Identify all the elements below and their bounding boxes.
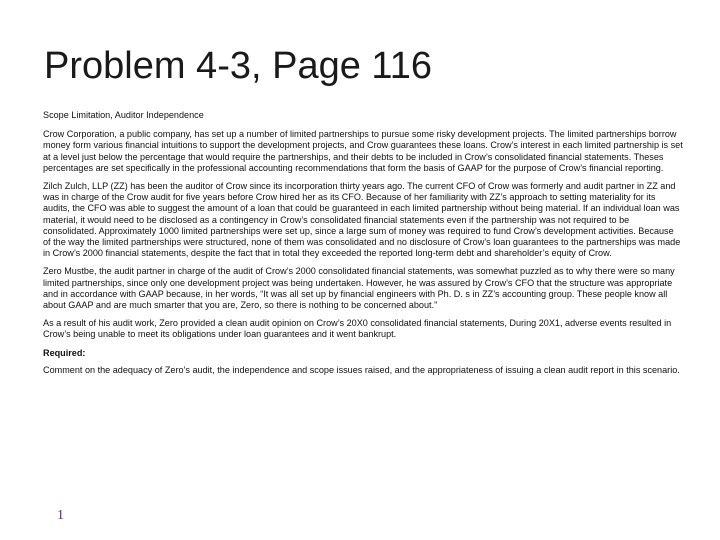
- paragraph-crow-corporation: Crow Corporation, a public company, has set up a number of limited partnerships to pursue some risky development projects. The limited partnerships borrow money form various financial intuitions to support the development projects, and Crow guarantees these loans. Crow’s interest in each limited partnership is set at a level just below the percentage that would require the partnerships, and their debts to be included in Crow’s consolidated financial statements. Theses percentages are set specifically in the professional accounting recommendations that form the basis of GAAP for the purpose of Crow’s financial reporting.: [43, 129, 683, 173]
- problem-body: [43, 110, 683, 383]
- required-text: Comment on the adequacy of Zero’s audit, the independence and scope issues raised, and the appropriateness of issuing a clean audit report in this scenario.: [43, 364, 680, 375]
- slide-title: Problem 4-3, Page 116: [44, 45, 432, 87]
- paragraph-zilch-zulch: Zilch Zulch, LLP (ZZ) has been the auditor of Crow since its incorporation thirty years ago. The current CFO of Crow was formerly and audit partner in ZZ and was in charge of the Crow audit for five years before Crow hired her as its CFO. Because of her familiarity with ZZ’s approach to setting materiality for its audits, the CFO was able to suggest the amount of a loan that could be guaranteed in each limited partnership without being material. If an individual loan was material, it would need to be disclosed as a contingency in Crow’s consolidated financial statements even if the partnership was not required to be consolidated. Approximately 1000 limited partnerships were set up, since a large sum of money was required to fund Crow’s development activities. Because of the way the limited partnerships were structured, none of them was consolidated and no disclosure of Crow’s loan guarantees to the partnerships was made in Crow’s 2000 financial statements, despite the fact that in total they exceeded the reported long-term debt and shareholder’s equity of Crow.: [43, 181, 681, 259]
- required-label: Required:: [43, 347, 86, 358]
- page-number: 1: [57, 508, 64, 523]
- problem-heading: Scope Limitation, Auditor Independence: [43, 110, 204, 120]
- paragraph-audit-result: As a result of his audit work, Zero provided a clean audit opinion on Crow’s 20X0 consolidated financial statements, During 20X1, adverse events resulted in Crow’s being unable to meet its obligations under loan guarantees and it went bankrupt.: [43, 318, 672, 340]
- paragraph-zero-mustbe: Zero Mustbe, the audit partner in charge of the audit of Crow’s 2000 consolidated financial statements, was somewhat puzzled as to why there were so many limited partnerships, since only one development project was being undertaken. However, he was assured by Crow’s CFO that the structure was appropriate and in accordance with GAAP because, in her words, “It was all set up by financial engineers with Ph. D. s in ZZ’s accounting group. These people know all about GAAP and are much smarter that you are, Zero, so there is nothing to be concerned about.”: [43, 266, 675, 311]
